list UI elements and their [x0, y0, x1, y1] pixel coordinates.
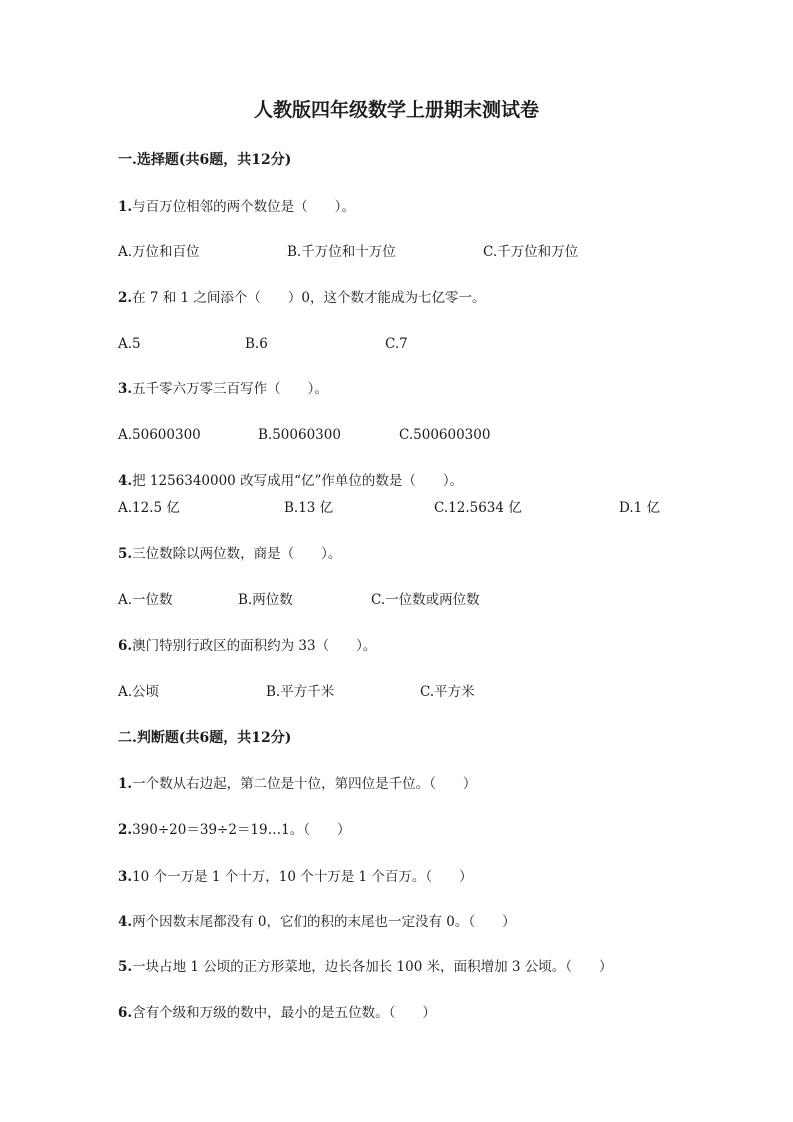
choice-5-option-c: C.一位数或两位数	[371, 592, 480, 608]
question-text: 一块占地 1 公顷的正方形菜地，边长各加长 100 米，面积增加 3 公顷。（ ）	[132, 959, 613, 975]
choice-6-option-c: C.平方米	[420, 684, 475, 700]
question-text: 把 1256340000 改写成用“亿”作单位的数是（ ）。	[132, 473, 464, 489]
question-number: 5.	[118, 959, 133, 975]
question-text: 澳门特别行政区的面积约为 33（ ）。	[132, 638, 377, 654]
question-text: 三位数除以两位数，商是（ ）。	[132, 546, 342, 562]
judge-question-6	[118, 1003, 436, 1023]
question-number: 2.	[118, 822, 133, 838]
choice-3-option-b: B.50060300	[258, 427, 341, 443]
choice-1-option-b: B.千万位和十万位	[287, 244, 396, 260]
judge-question-5	[118, 957, 613, 977]
choice-question-2	[118, 288, 486, 308]
choice-6-option-b: B.平方千米	[266, 684, 335, 700]
choice-5-option-a: A.一位数	[118, 592, 173, 608]
choice-question-5	[118, 544, 341, 564]
question-number: 2.	[118, 290, 133, 306]
question-text: 与百万位相邻的两个数位是（ ）。	[132, 199, 355, 215]
question-number: 4.	[118, 473, 133, 489]
question-number: 4.	[118, 914, 133, 930]
question-number: 5.	[118, 546, 133, 562]
choice-question-1	[118, 197, 355, 217]
choice-1-option-c: C.千万位和万位	[483, 244, 579, 260]
question-number: 6.	[118, 1005, 133, 1021]
question-number: 3.	[118, 381, 133, 397]
choice-1-option-a: A.万位和百位	[118, 244, 200, 260]
choice-question-4	[118, 471, 463, 491]
judge-question-1	[118, 774, 476, 794]
choice-6-option-a: A.公顷	[118, 684, 160, 700]
question-number: 1.	[118, 776, 133, 792]
question-text: 390÷20＝39÷2＝19…1。（ ）	[132, 822, 351, 838]
choice-3-option-c: C.500600300	[399, 427, 491, 443]
question-text: 一个数从右边起，第二位是十位，第四位是千位。（ ）	[132, 776, 477, 792]
question-text: 含有个级和万级的数中，最小的是五位数。（ ）	[132, 1005, 436, 1021]
choice-question-3	[118, 379, 328, 399]
choice-2-option-a: A.5	[118, 336, 141, 352]
choice-5-option-b: B.两位数	[238, 592, 293, 608]
question-text: 五千零六万零三百写作（ ）。	[132, 381, 328, 397]
choice-4-option-a: A.12.5 亿	[118, 500, 180, 516]
question-number: 6.	[118, 638, 133, 654]
section-heading-choice: 一.选择题(共6题，共12分)	[118, 152, 292, 168]
question-number: 3.	[118, 869, 133, 885]
page-title: 人教版四年级数学上册期末测试卷	[253, 99, 539, 121]
question-text: 10 个一万是 1 个十万，10 个十万是 1 个百万。（ ）	[132, 869, 473, 885]
choice-4-option-c: C.12.5634 亿	[434, 500, 522, 516]
judge-question-4	[118, 912, 516, 932]
choice-4-option-b: B.13 亿	[284, 500, 334, 516]
choice-2-option-b: B.6	[245, 336, 268, 352]
question-number: 1.	[118, 199, 133, 215]
choice-2-option-c: C.7	[385, 336, 408, 352]
question-text: 两个因数末尾都没有 0，它们的积的末尾也一定没有 0。（ ）	[132, 914, 516, 930]
question-text: 在 7 和 1 之间添个（ ）0，这个数才能成为七亿零一。	[132, 290, 486, 306]
choice-question-6	[118, 636, 376, 656]
judge-question-3	[118, 867, 473, 887]
section-heading-judge: 二.判断题(共6题，共12分)	[118, 730, 292, 746]
choice-3-option-a: A.50600300	[118, 427, 201, 443]
choice-4-option-d: D.1 亿	[619, 500, 661, 516]
judge-question-2	[118, 820, 350, 840]
